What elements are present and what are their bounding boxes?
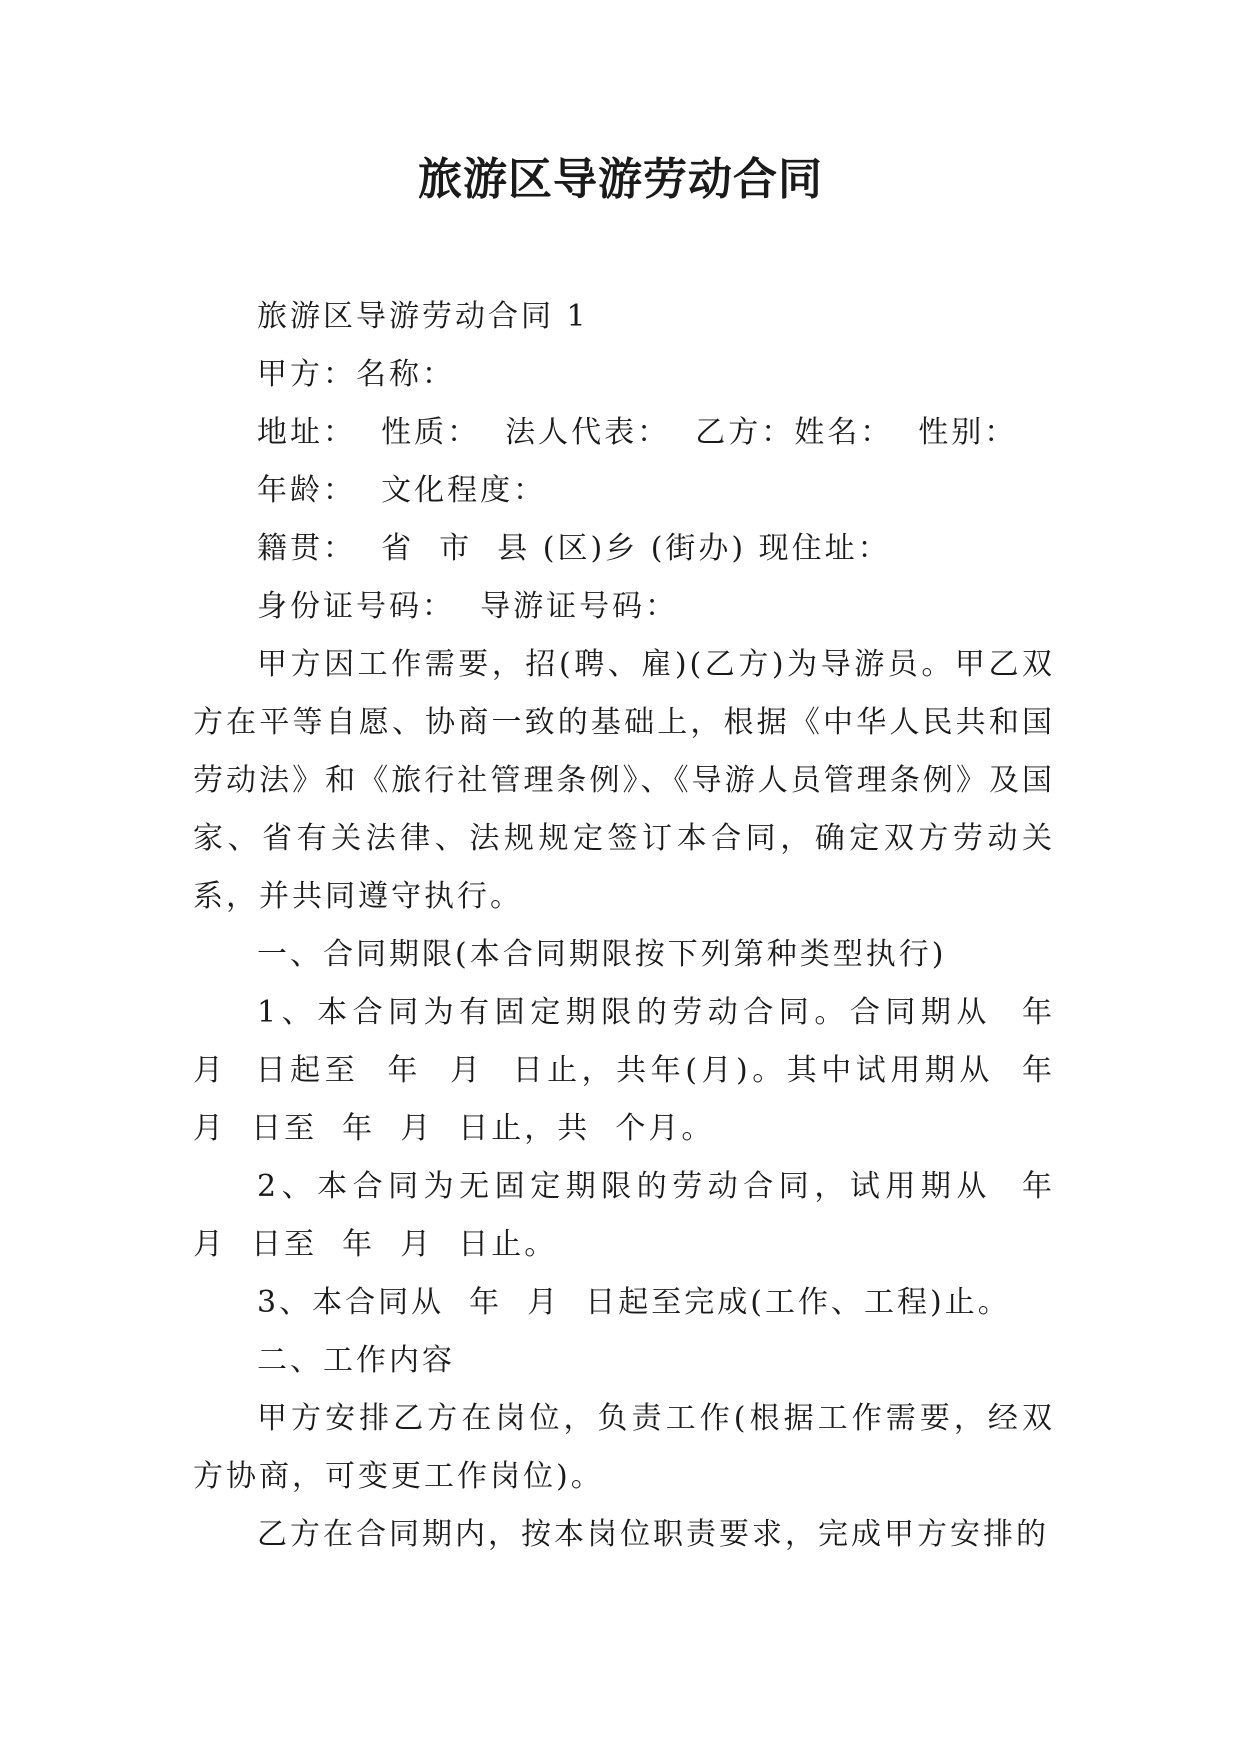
paragraph-term-task: 3、本合同从 年 月 日起至完成(工作、工程)止。 [257,1285,1011,1320]
document-title: 旅游区导游劳动合同 [418,154,823,205]
paragraph-age-education: 年龄： 文化程度： [257,473,547,508]
paragraph-contract-heading: 旅游区导游劳动合同 1 [257,299,589,334]
paragraph-native-place: 籍贯： 省 市 县 (区)乡 (街办) 现住址： [257,531,891,566]
paragraph-address-line: 地址： 性质： 法人代表： 乙方：姓名： 性别： [257,415,1018,450]
paragraph-work-assignment: 甲方安排乙方在岗位，负责工作(根据工作需要，经双方协商，可变更工作岗位)。 [193,1401,1055,1494]
paragraph-preamble: 甲方因工作需要，招(聘、雇)(乙方)为导游员。甲乙双方在平等自愿、协商一致的基础上，根据《中华人民共和国劳动法》和《旅行社管理条例》、《导游人员管理条例》及国家、省有关法律、法规规定签订本合同，确定双方劳动关系，并共同遵守执行。 [193,647,1055,914]
section-heading-term: 一、合同期限(本合同期限按下列第种类型执行) [257,937,947,972]
paragraph-term-fixed: 1、本合同为有固定期限的劳动合同。合同期从 年 月 日起至 年 月 日止，共年(月)。其中试用期从 年 月 日至 年 月 日止，共 个月。 [193,995,1081,1146]
paragraph-term-open: 2、本合同为无固定期限的劳动合同，试用期从 年 月 日至 年 月 日止。 [193,1169,1081,1262]
section-heading-work-content: 二、工作内容 [257,1343,455,1378]
paragraph-party-a: 甲方：名称： [257,357,455,392]
paragraph-work-duties: 乙方在合同期内，按本岗位职责要求，完成甲方安排的 [257,1517,1049,1552]
paragraph-id-numbers: 身份证号码： 导游证号码： [257,589,679,624]
document-body [193,288,1081,1564]
